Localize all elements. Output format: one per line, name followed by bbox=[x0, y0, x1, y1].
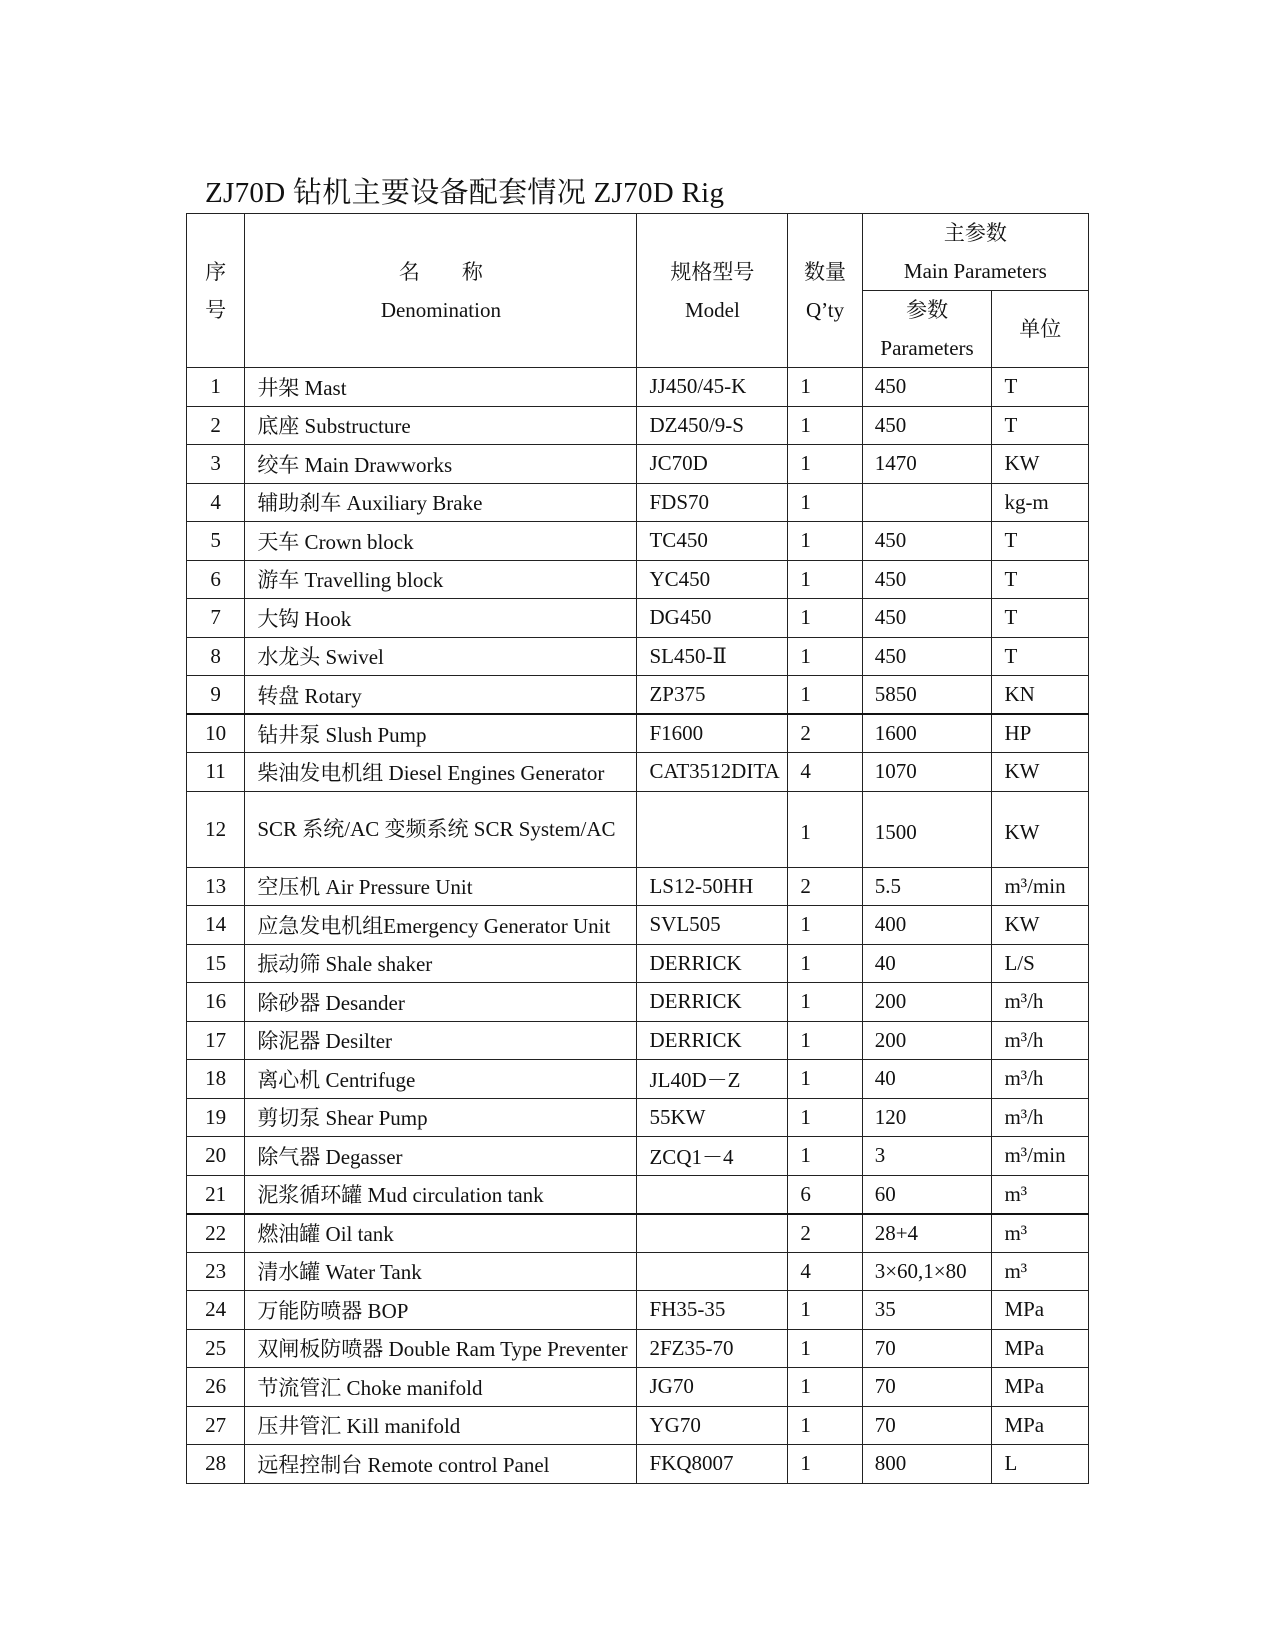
row-parameter: 70 bbox=[862, 1406, 992, 1445]
table-row bbox=[187, 637, 1089, 676]
row-unit: L/S bbox=[992, 944, 1089, 983]
row-number: 17 bbox=[187, 1021, 245, 1060]
row-unit: m³ bbox=[992, 1252, 1089, 1291]
row-model: FH35-35 bbox=[637, 1291, 788, 1330]
table-row bbox=[187, 1291, 1089, 1330]
row-model: DERRICK bbox=[637, 1021, 788, 1060]
row-denomination: SCR 系统/AC 变频系统 SCR System/AC bbox=[245, 791, 637, 867]
row-qty: 1 bbox=[788, 1329, 862, 1368]
table-body bbox=[187, 368, 1089, 1484]
row-number: 15 bbox=[187, 944, 245, 983]
row-parameter: 60 bbox=[862, 1175, 992, 1214]
row-qty: 4 bbox=[788, 1252, 862, 1291]
row-model: 55KW bbox=[637, 1098, 788, 1137]
row-denomination: 水龙头 Swivel bbox=[245, 637, 637, 676]
row-parameter: 200 bbox=[862, 1021, 992, 1060]
row-parameter: 450 bbox=[862, 406, 992, 445]
table-row bbox=[187, 1137, 1089, 1176]
row-model bbox=[637, 1175, 788, 1214]
row-number: 10 bbox=[187, 714, 245, 753]
row-denomination: 燃油罐 Oil tank bbox=[245, 1214, 637, 1253]
table-row bbox=[187, 1060, 1089, 1099]
table-row bbox=[187, 1252, 1089, 1291]
row-unit: T bbox=[992, 368, 1089, 407]
row-number: 28 bbox=[187, 1445, 245, 1484]
row-denomination: 天车 Crown block bbox=[245, 522, 637, 561]
row-parameter: 1500 bbox=[862, 791, 992, 867]
row-unit: T bbox=[992, 637, 1089, 676]
row-model: ZCQ1－4 bbox=[637, 1137, 788, 1176]
row-denomination: 振动筛 Shale shaker bbox=[245, 944, 637, 983]
row-denomination: 离心机 Centrifuge bbox=[245, 1060, 637, 1099]
row-qty: 1 bbox=[788, 637, 862, 676]
row-number: 14 bbox=[187, 906, 245, 945]
row-unit: MPa bbox=[992, 1291, 1089, 1330]
row-qty: 1 bbox=[788, 1368, 862, 1407]
row-unit: kg-m bbox=[992, 483, 1089, 522]
row-qty: 1 bbox=[788, 906, 862, 945]
row-qty: 1 bbox=[788, 599, 862, 638]
row-number: 24 bbox=[187, 1291, 245, 1330]
row-denomination: 清水罐 Water Tank bbox=[245, 1252, 637, 1291]
row-qty: 1 bbox=[788, 522, 862, 561]
row-unit: m³/h bbox=[992, 1098, 1089, 1137]
row-unit: KW bbox=[992, 906, 1089, 945]
row-unit: m³/h bbox=[992, 1060, 1089, 1099]
row-unit: m³/h bbox=[992, 1021, 1089, 1060]
row-parameter: 1600 bbox=[862, 714, 992, 753]
row-model: SVL505 bbox=[637, 906, 788, 945]
row-qty: 4 bbox=[788, 753, 862, 792]
row-parameter: 70 bbox=[862, 1329, 992, 1368]
row-parameter bbox=[862, 483, 992, 522]
row-denomination: 底座 Substructure bbox=[245, 406, 637, 445]
row-denomination: 除砂器 Desander bbox=[245, 983, 637, 1022]
row-model bbox=[637, 1252, 788, 1291]
row-number: 11 bbox=[187, 753, 245, 792]
row-model: CAT3512DITA bbox=[637, 753, 788, 792]
row-qty: 1 bbox=[788, 1098, 862, 1137]
row-number: 13 bbox=[187, 867, 245, 906]
row-qty: 1 bbox=[788, 445, 862, 484]
row-parameter: 5.5 bbox=[862, 867, 992, 906]
row-unit: L bbox=[992, 1445, 1089, 1484]
table-row bbox=[187, 599, 1089, 638]
row-model: SL450-Ⅱ bbox=[637, 637, 788, 676]
table-row bbox=[187, 560, 1089, 599]
table-row bbox=[187, 1329, 1089, 1368]
row-denomination: 游车 Travelling block bbox=[245, 560, 637, 599]
row-parameter: 70 bbox=[862, 1368, 992, 1407]
document-title: ZJ70D 钻机主要设备配套情况 ZJ70D Rig bbox=[205, 177, 725, 209]
table-row bbox=[187, 714, 1089, 753]
header-parameters: 参数 Parameters bbox=[862, 291, 992, 368]
row-model: ZP375 bbox=[637, 676, 788, 715]
row-unit: MPa bbox=[992, 1406, 1089, 1445]
row-number: 12 bbox=[187, 791, 245, 867]
row-number: 22 bbox=[187, 1214, 245, 1253]
row-unit: m³ bbox=[992, 1175, 1089, 1214]
row-unit: T bbox=[992, 599, 1089, 638]
row-unit: KW bbox=[992, 791, 1089, 867]
row-parameter: 200 bbox=[862, 983, 992, 1022]
header-main-parameters: 主参数 Main Parameters bbox=[862, 214, 1088, 291]
row-model: FKQ8007 bbox=[637, 1445, 788, 1484]
row-denomination: 双闸板防喷器 Double Ram Type Preventer bbox=[245, 1329, 637, 1368]
header-qty: 数量 Q’ty bbox=[788, 214, 862, 368]
row-unit: T bbox=[992, 522, 1089, 561]
row-qty: 1 bbox=[788, 406, 862, 445]
row-denomination: 大钩 Hook bbox=[245, 599, 637, 638]
equipment-table bbox=[186, 213, 1089, 1484]
row-qty: 1 bbox=[788, 983, 862, 1022]
table-row bbox=[187, 983, 1089, 1022]
row-unit: KW bbox=[992, 753, 1089, 792]
row-parameter: 450 bbox=[862, 599, 992, 638]
row-denomination: 钻井泵 Slush Pump bbox=[245, 714, 637, 753]
table-row bbox=[187, 1098, 1089, 1137]
table-row bbox=[187, 944, 1089, 983]
row-unit: KW bbox=[992, 445, 1089, 484]
row-number: 4 bbox=[187, 483, 245, 522]
row-parameter: 450 bbox=[862, 560, 992, 599]
row-denomination: 远程控制台 Remote control Panel bbox=[245, 1445, 637, 1484]
table-row bbox=[187, 1368, 1089, 1407]
row-parameter: 5850 bbox=[862, 676, 992, 715]
row-unit: m³/min bbox=[992, 867, 1089, 906]
row-number: 2 bbox=[187, 406, 245, 445]
row-model: FDS70 bbox=[637, 483, 788, 522]
table-row bbox=[187, 1445, 1089, 1484]
row-parameter: 800 bbox=[862, 1445, 992, 1484]
row-parameter: 28+4 bbox=[862, 1214, 992, 1253]
row-number: 27 bbox=[187, 1406, 245, 1445]
row-denomination: 泥浆循环罐 Mud circulation tank bbox=[245, 1175, 637, 1214]
row-unit: HP bbox=[992, 714, 1089, 753]
row-qty: 1 bbox=[788, 1021, 862, 1060]
row-model: F1600 bbox=[637, 714, 788, 753]
row-number: 9 bbox=[187, 676, 245, 715]
table-row bbox=[187, 406, 1089, 445]
row-model: TC450 bbox=[637, 522, 788, 561]
table-row bbox=[187, 676, 1089, 715]
header-model: 规格型号 Model bbox=[637, 214, 788, 368]
row-unit: m³/min bbox=[992, 1137, 1089, 1176]
row-model: DZ450/9-S bbox=[637, 406, 788, 445]
row-number: 5 bbox=[187, 522, 245, 561]
row-number: 23 bbox=[187, 1252, 245, 1291]
table-row bbox=[187, 867, 1089, 906]
row-model: JJ450/45-K bbox=[637, 368, 788, 407]
row-qty: 1 bbox=[788, 1137, 862, 1176]
row-number: 8 bbox=[187, 637, 245, 676]
table-row bbox=[187, 1021, 1089, 1060]
row-model: 2FZ35-70 bbox=[637, 1329, 788, 1368]
row-model: JL40D－Z bbox=[637, 1060, 788, 1099]
row-parameter: 3 bbox=[862, 1137, 992, 1176]
row-number: 21 bbox=[187, 1175, 245, 1214]
row-parameter: 40 bbox=[862, 1060, 992, 1099]
row-denomination: 绞车 Main Drawworks bbox=[245, 445, 637, 484]
row-qty: 2 bbox=[788, 1214, 862, 1253]
row-number: 26 bbox=[187, 1368, 245, 1407]
table-row bbox=[187, 445, 1089, 484]
row-qty: 1 bbox=[788, 676, 862, 715]
row-qty: 1 bbox=[788, 791, 862, 867]
row-unit: KN bbox=[992, 676, 1089, 715]
row-model: DERRICK bbox=[637, 983, 788, 1022]
row-parameter: 1070 bbox=[862, 753, 992, 792]
row-model: YC450 bbox=[637, 560, 788, 599]
table-row bbox=[187, 1406, 1089, 1445]
row-denomination: 剪切泵 Shear Pump bbox=[245, 1098, 637, 1137]
table-row bbox=[187, 483, 1089, 522]
table-row bbox=[187, 753, 1089, 792]
row-unit: m³ bbox=[992, 1214, 1089, 1253]
row-qty: 1 bbox=[788, 1406, 862, 1445]
row-parameter: 450 bbox=[862, 522, 992, 561]
row-model bbox=[637, 791, 788, 867]
row-number: 7 bbox=[187, 599, 245, 638]
row-parameter: 120 bbox=[862, 1098, 992, 1137]
row-denomination: 除气器 Degasser bbox=[245, 1137, 637, 1176]
row-denomination: 柴油发电机组 Diesel Engines Generator bbox=[245, 753, 637, 792]
header-denomination: 名 称 Denomination bbox=[245, 214, 637, 368]
row-unit: T bbox=[992, 560, 1089, 599]
table-row bbox=[187, 368, 1089, 407]
row-parameter: 35 bbox=[862, 1291, 992, 1330]
table-header bbox=[187, 214, 1089, 368]
row-model bbox=[637, 1214, 788, 1253]
row-number: 25 bbox=[187, 1329, 245, 1368]
row-denomination: 辅助刹车 Auxiliary Brake bbox=[245, 483, 637, 522]
row-qty: 1 bbox=[788, 560, 862, 599]
row-parameter: 3×60,1×80 bbox=[862, 1252, 992, 1291]
row-number: 16 bbox=[187, 983, 245, 1022]
row-denomination: 转盘 Rotary bbox=[245, 676, 637, 715]
row-number: 18 bbox=[187, 1060, 245, 1099]
row-model: DERRICK bbox=[637, 944, 788, 983]
row-parameter: 400 bbox=[862, 906, 992, 945]
row-number: 20 bbox=[187, 1137, 245, 1176]
table-row bbox=[187, 1175, 1089, 1214]
row-qty: 1 bbox=[788, 1291, 862, 1330]
row-parameter: 1470 bbox=[862, 445, 992, 484]
row-model: JC70D bbox=[637, 445, 788, 484]
row-model: DG450 bbox=[637, 599, 788, 638]
row-denomination: 应急发电机组Emergency Generator Unit bbox=[245, 906, 637, 945]
row-denomination: 空压机 Air Pressure Unit bbox=[245, 867, 637, 906]
row-qty: 1 bbox=[788, 944, 862, 983]
table-row bbox=[187, 791, 1089, 867]
row-qty: 2 bbox=[788, 867, 862, 906]
row-unit: m³/h bbox=[992, 983, 1089, 1022]
row-qty: 1 bbox=[788, 1060, 862, 1099]
row-parameter: 450 bbox=[862, 637, 992, 676]
row-unit: MPa bbox=[992, 1368, 1089, 1407]
row-model: LS12-50HH bbox=[637, 867, 788, 906]
row-qty: 1 bbox=[788, 1445, 862, 1484]
row-qty: 1 bbox=[788, 483, 862, 522]
row-number: 19 bbox=[187, 1098, 245, 1137]
row-denomination: 除泥器 Desilter bbox=[245, 1021, 637, 1060]
row-denomination: 压井管汇 Kill manifold bbox=[245, 1406, 637, 1445]
row-unit: T bbox=[992, 406, 1089, 445]
table-row bbox=[187, 906, 1089, 945]
row-denomination: 节流管汇 Choke manifold bbox=[245, 1368, 637, 1407]
header-no: 序 号 bbox=[187, 214, 245, 368]
row-number: 3 bbox=[187, 445, 245, 484]
row-qty: 2 bbox=[788, 714, 862, 753]
table-row bbox=[187, 1214, 1089, 1253]
row-qty: 6 bbox=[788, 1175, 862, 1214]
row-model: YG70 bbox=[637, 1406, 788, 1445]
row-denomination: 井架 Mast bbox=[245, 368, 637, 407]
row-parameter: 40 bbox=[862, 944, 992, 983]
row-model: JG70 bbox=[637, 1368, 788, 1407]
row-qty: 1 bbox=[788, 368, 862, 407]
row-number: 6 bbox=[187, 560, 245, 599]
row-denomination: 万能防喷器 BOP bbox=[245, 1291, 637, 1330]
table-row bbox=[187, 522, 1089, 561]
row-parameter: 450 bbox=[862, 368, 992, 407]
header-unit: 单位 bbox=[992, 291, 1089, 368]
row-unit: MPa bbox=[992, 1329, 1089, 1368]
row-number: 1 bbox=[187, 368, 245, 407]
